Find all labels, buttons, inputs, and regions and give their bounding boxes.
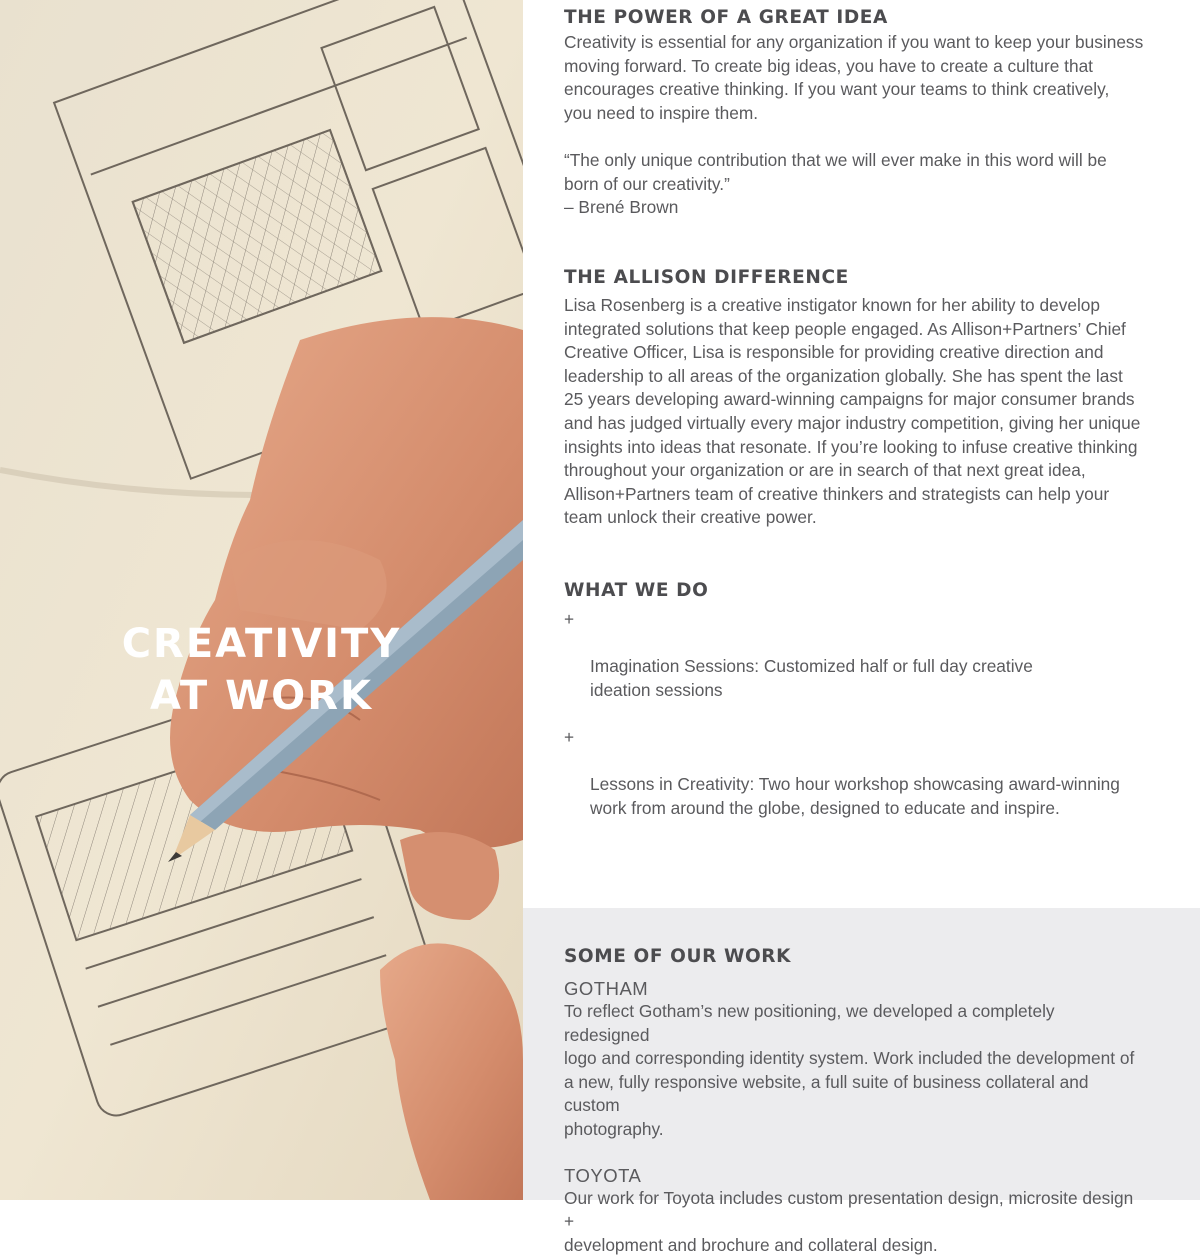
- work-panel: [523, 908, 1200, 1255]
- section-heading: SOME OF OUR WORK: [564, 946, 792, 967]
- section-what-we-do: [564, 580, 1144, 820]
- quote: “The only unique contribution that we will ever make in this word will be born of our creativity.”: [564, 149, 1107, 194]
- section-heading: WHAT WE DO: [564, 580, 709, 601]
- hero-title-line1: CREATIVITY: [121, 621, 402, 667]
- work-item-title: TOYOTA: [564, 1164, 642, 1186]
- work-item-text: To reflect Gotham’s new positioning, we developed a completely redesigned logo and corresponding identity system. Work included the development of a new, fully responsive website, a full suite of business collateral and custom photography.: [564, 1001, 1135, 1139]
- section-body: Lisa Rosenberg is a creative instigator known for her ability to develop integrated solutions that keep people engaged. As Allison+Partners’ Chief Creative Officer, Lisa is responsible for providing creative direction and leadership to all areas of the organization globally. She has spent the last 25 years developing award-winning campaigns for major consumer brands and has judged virtually every major industry competition, giving her unique insights into ideas that resonate. If you’re looking to infuse creative thinking throughout your organization or are in search of that next great idea, Allison+Partners team of creative thinkers and strategists can help your team unlock their creative power.: [564, 295, 1141, 528]
- plus-icon: +: [564, 609, 575, 629]
- plus-icon: +: [564, 726, 575, 747]
- hero-title-line2: AT WORK: [150, 673, 373, 719]
- list-item: [564, 726, 1144, 820]
- section-allison-difference: [564, 267, 1144, 530]
- quote-attribution: – Brené Brown: [564, 197, 679, 218]
- section-heading: THE POWER OF A GREAT IDEA: [564, 7, 888, 28]
- content-column: [523, 0, 1200, 908]
- section-body: Creativity is essential for any organization if you want to keep your business moving forward. To create big ideas, you have to create a culture that encourages creative thinking. If you want your teams to think creatively, you need to inspire them.: [564, 32, 1144, 123]
- list-item: [564, 608, 1144, 702]
- list-item-text: Lessons in Creativity: Two hour workshop showcasing award-winning work from around the globe, designed to educate and inspire.: [590, 774, 1120, 818]
- work-item-title: GOTHAM: [564, 978, 649, 999]
- list-item-text: Imagination Sessions: Customized half or full day creative ideation sessions: [590, 656, 1033, 700]
- section-our-work: [564, 946, 1144, 1257]
- hero-title: [0, 618, 523, 722]
- sketch-photo-illustration: [0, 0, 523, 1200]
- section-power-of-idea: [564, 7, 1144, 220]
- work-item-text: Our work for Toyota includes custom presentation design, microsite design + development and brochure and collateral design.: [564, 1187, 1134, 1255]
- section-heading: THE ALLISON DIFFERENCE: [564, 267, 849, 288]
- hero-photo: [0, 0, 523, 1200]
